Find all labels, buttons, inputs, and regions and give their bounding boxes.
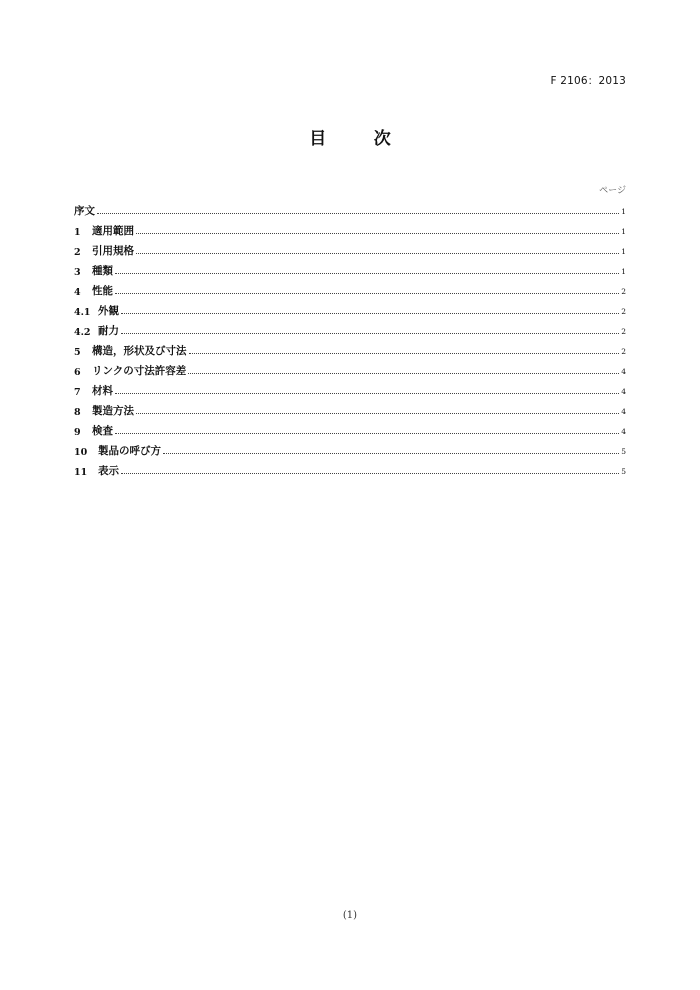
standard-number: F 2106：2013	[550, 75, 626, 87]
toc-page-number: 4	[621, 427, 626, 436]
toc-section-number: 1	[74, 227, 81, 238]
toc-section-number: 4.2	[74, 327, 91, 338]
toc-entry-6[interactable]	[74, 358, 626, 378]
toc-leader	[136, 233, 619, 234]
toc-label: 外観	[98, 305, 119, 317]
toc-page-number: 4	[621, 387, 626, 396]
toc-entry-4-2[interactable]	[74, 318, 626, 338]
toc-entry-9[interactable]	[74, 418, 626, 438]
toc-entry-4-1[interactable]	[74, 298, 626, 318]
toc-leader	[97, 213, 619, 214]
toc-label: 製品の呼び方	[98, 445, 161, 457]
page-title: 目 次	[309, 129, 407, 149]
toc-leader	[115, 293, 619, 294]
toc-section-number: 10	[74, 447, 88, 458]
toc-page-number: 4	[621, 367, 626, 376]
toc-leader	[115, 433, 619, 434]
toc-page-number: 2	[621, 307, 626, 316]
toc-leader	[121, 333, 619, 334]
toc-section-number: 7	[74, 387, 81, 398]
toc-label: 引用規格	[92, 245, 134, 257]
toc-label: 種類	[92, 265, 113, 277]
toc-section-number: 5	[74, 347, 81, 358]
toc-leader	[121, 473, 619, 474]
toc-section-number: 6	[74, 367, 81, 378]
toc-leader	[136, 413, 619, 414]
toc-label: 材料	[92, 385, 113, 397]
toc-page-number: 1	[621, 227, 626, 236]
toc-page-number: 1	[621, 267, 626, 276]
toc-page-number: 1	[621, 247, 626, 256]
toc-section-number: 4.1	[74, 307, 91, 318]
toc-entry-11[interactable]	[74, 458, 626, 478]
toc-label: リンクの寸法許容差	[92, 365, 187, 377]
toc-section-number: 8	[74, 407, 81, 418]
toc-leader	[188, 373, 619, 374]
toc-page-number: 2	[621, 327, 626, 336]
toc-page-number: 1	[621, 207, 626, 216]
toc-page-number: 2	[621, 347, 626, 356]
toc-section-number: 2	[74, 247, 81, 258]
toc-entry-preface[interactable]	[74, 198, 626, 218]
toc-leader	[115, 273, 619, 274]
toc-leader	[115, 393, 619, 394]
toc-section-number: 3	[74, 267, 81, 278]
toc-label: 適用範囲	[92, 225, 134, 237]
toc-entry-1[interactable]	[74, 218, 626, 238]
toc-leader	[189, 353, 620, 354]
footer-page-number: (1)	[342, 910, 358, 921]
toc-label: 性能	[92, 285, 113, 297]
toc-page-number: 4	[621, 407, 626, 416]
toc-entry-10[interactable]	[74, 438, 626, 458]
toc-entry-5[interactable]	[74, 338, 626, 358]
toc-section-number: 9	[74, 427, 81, 438]
toc-entry-2[interactable]	[74, 238, 626, 258]
toc-entry-8[interactable]	[74, 398, 626, 418]
toc-label: 構造，形状及び寸法	[92, 345, 187, 357]
table-of-contents	[74, 198, 626, 478]
page-column-label: ページ	[599, 186, 626, 196]
toc-label: 表示	[98, 465, 119, 477]
toc-label: 検査	[92, 425, 113, 437]
toc-label: 序文	[74, 205, 95, 217]
toc-page-number: 5	[621, 467, 626, 476]
toc-entry-7[interactable]	[74, 378, 626, 398]
toc-entry-4[interactable]	[74, 278, 626, 298]
toc-leader	[163, 453, 619, 454]
toc-label: 耐力	[98, 325, 119, 337]
toc-label: 製造方法	[92, 405, 134, 417]
toc-section-number: 11	[74, 467, 88, 478]
toc-leader	[121, 313, 619, 314]
toc-page-number: 5	[621, 447, 626, 456]
toc-leader	[136, 253, 619, 254]
toc-entry-3[interactable]	[74, 258, 626, 278]
toc-section-number: 4	[74, 287, 81, 298]
toc-page-number: 2	[621, 287, 626, 296]
